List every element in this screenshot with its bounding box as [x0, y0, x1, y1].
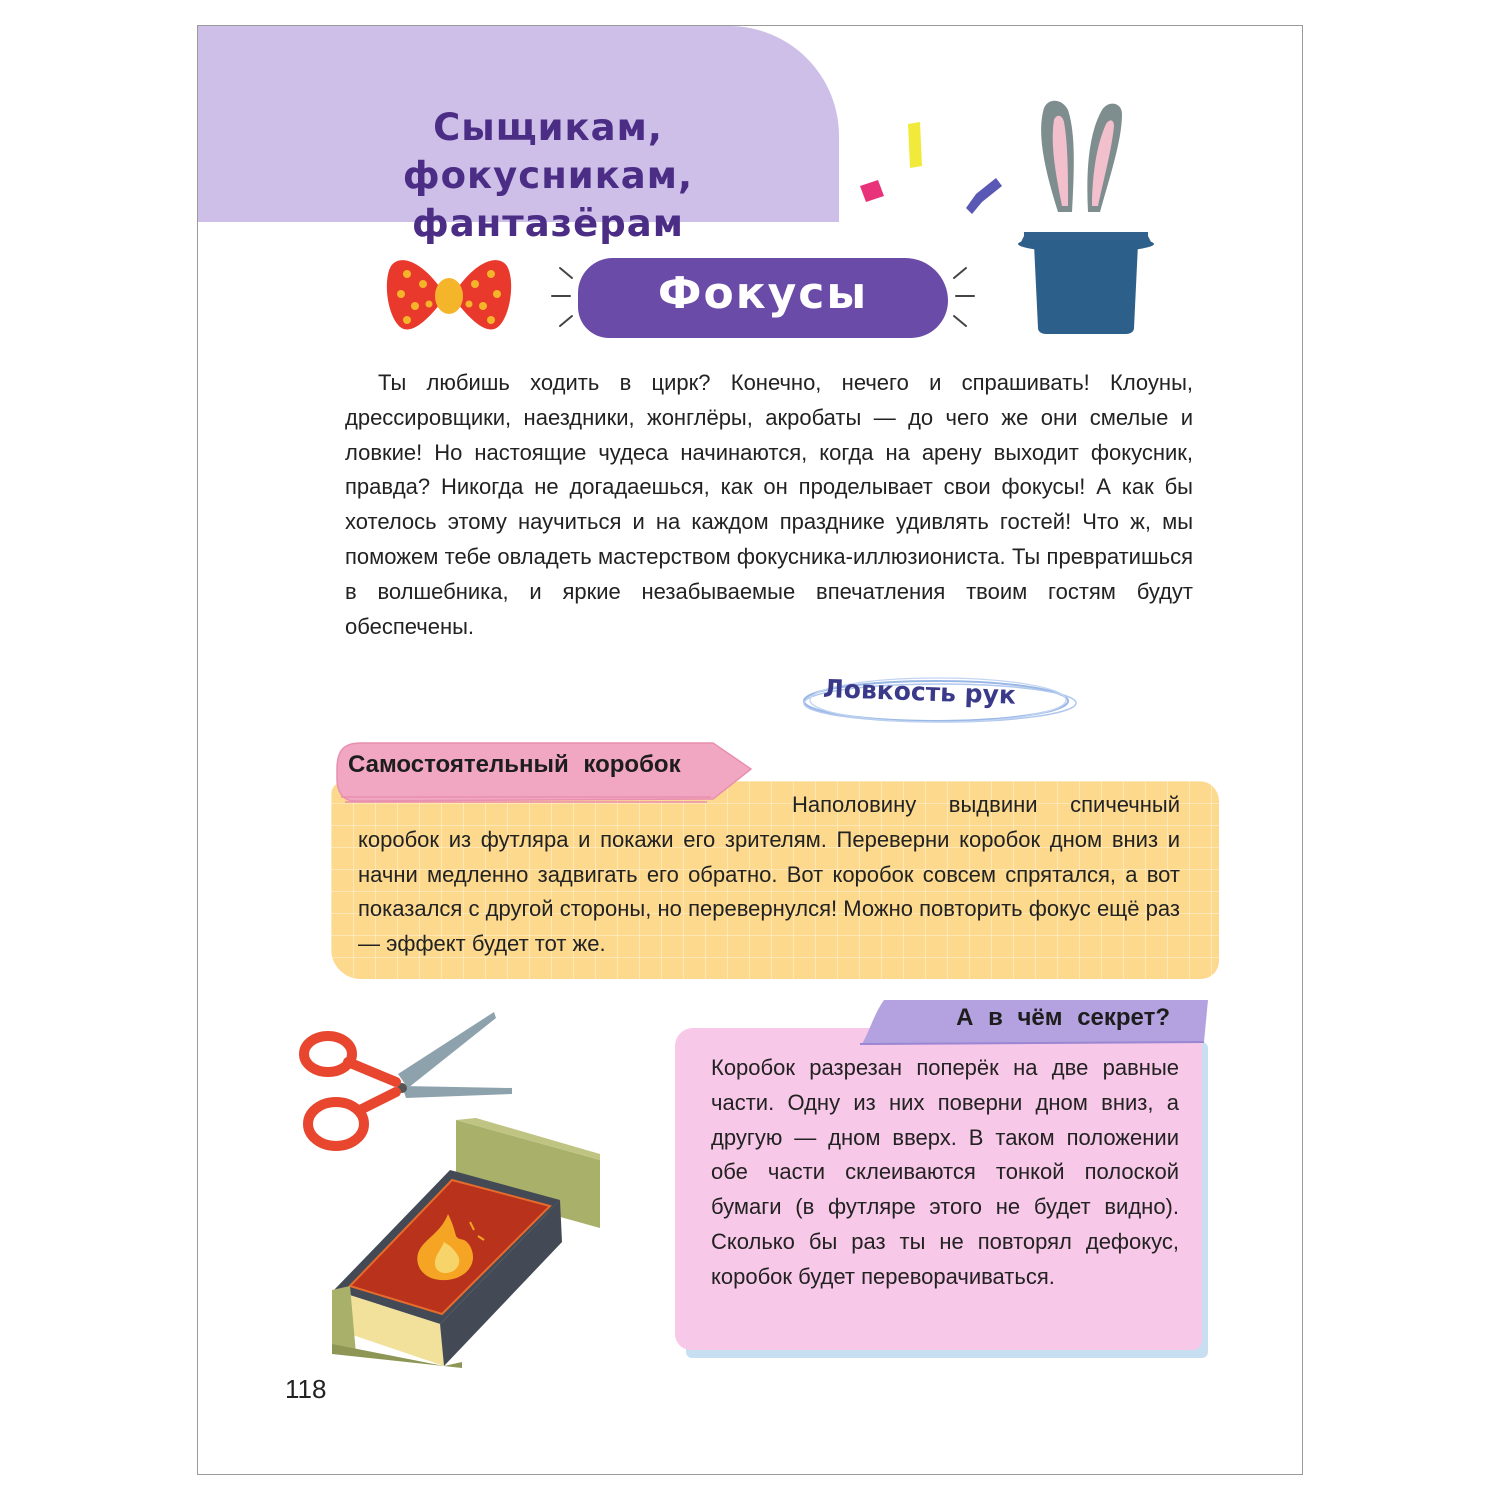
magic-hat-icon [1010, 94, 1160, 344]
secret-text: Коробок разрезан поперёк на две равные части. Одну из них поверни дном вниз, а другую — дном вверх. В таком положении обе части склеиваются тонкой полоской бумаги (в футляре этого не будет видно). Сколько бы раз ты не повторял дефокус, коробок будет переворачиваться. [711, 1055, 1179, 1289]
bow-icon [385, 244, 515, 344]
trick-text-block [358, 788, 1180, 962]
intro-paragraph [345, 366, 1193, 644]
secret-title: А в чём секрет? [956, 1004, 1170, 1031]
page-number: 118 [285, 1374, 327, 1404]
intro-text: Ты любишь ходить в цирк? Конечно, нечего и спрашивать! Клоуны, дрессировщики, наездники, жонглёры, акробаты — до чего же они смелые и ловкие! Но настоящие чудеса начинаются, когда на арену выходит фокусник, правда? Никогда не догадаешься, как он проделывает свои фокусы! А как бы хотелось этому научиться и на каждом празднике удивлять гостей! Что ж, мы поможем тебе овладеть мастерством фокусника-иллюзиониста. Ты превратишься в волшебника, и яркие незабываемые впечатления твоим гостям будут обеспечены. [345, 370, 1193, 639]
secret-text-block [711, 1051, 1179, 1295]
subheading: Ловкость рук [822, 673, 1017, 710]
confetti-icon [848, 116, 1028, 216]
trick-title: Самостоятельный коробок [348, 751, 681, 778]
header-title-line-2: фантазёрам [412, 202, 684, 245]
matchbox-icon [330, 1118, 610, 1368]
book-page [197, 25, 1303, 1475]
trick-text: Наполовину выдвини спичечный коробок из футляра и покажи его зрителям. Переверни коробок дном вниз и начни медленно задвигать его обратно. Вот коробок совсем спрятался, а вот показался с другой стороны, но перевернулся! Можно повторить фокус ещё раз — эффект будет тот же. [358, 792, 1180, 957]
section-title: Фокусы [657, 268, 869, 319]
header-title-line-1: Сыщикам, фокусникам, [402, 106, 694, 197]
page-header-title [298, 104, 798, 248]
